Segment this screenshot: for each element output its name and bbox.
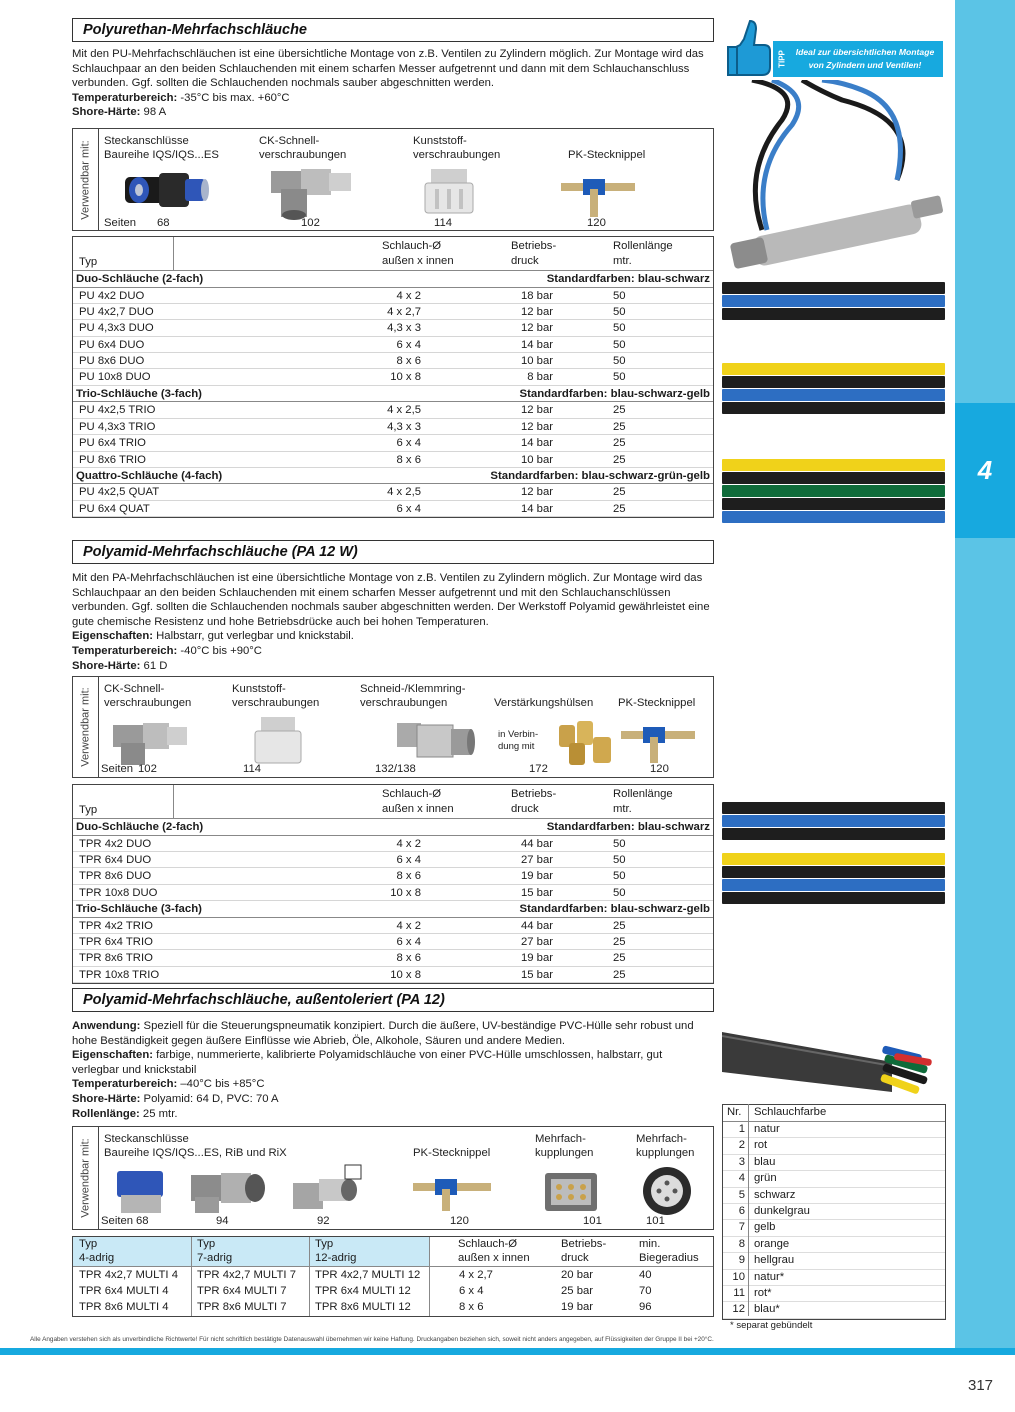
- pressure-cell: 20 bar: [561, 1269, 594, 1281]
- pressure-cell: 19 bar: [520, 870, 553, 883]
- diameter-cell: 6 x 4: [459, 1285, 484, 1298]
- type-4-cell: TPR 4x2,7 MULTI 4: [79, 1269, 178, 1281]
- roll-cell: 50: [613, 886, 626, 899]
- part-note: in Verbin- dung mit: [498, 729, 539, 752]
- part-label: PK-Stecknippel: [413, 1147, 491, 1159]
- roll-cell: 25: [613, 404, 626, 417]
- diameter-cell: 8 x 6: [459, 1301, 484, 1314]
- column-divider: [309, 1299, 310, 1315]
- group-name: Quattro-Schläuche (4-fach): [76, 469, 223, 482]
- pressure-cell: 12 bar: [520, 420, 553, 433]
- duo-tube-image: [722, 282, 945, 320]
- group-row: [73, 468, 713, 485]
- table-row[interactable]: [73, 1267, 713, 1283]
- type-cell: PU 8x6 TRIO: [79, 453, 146, 466]
- page-ref[interactable]: 68: [157, 217, 170, 229]
- ck-fitting-image[interactable]: [261, 165, 357, 221]
- color-name: dunkelgrau: [754, 1204, 810, 1217]
- table-pa: [72, 784, 714, 984]
- type-cell: PU 4,3x3 TRIO: [79, 420, 156, 433]
- compatible-parts-pa: [72, 676, 714, 778]
- part-label: CK-Schnell- verschraubungen: [259, 135, 347, 161]
- intro-pa: [72, 571, 712, 673]
- table-row[interactable]: [73, 1299, 713, 1315]
- intro-pa-text: Mit den PA-Mehrfachschläuchen ist eine übersichtliche Montage von z.B. Ventilen zu Zylindern möglich. Zur Montage wird das Schlauchpaar an den beiden Schlauchenden mit einem scharfen Messer aufgetrennt und mit den Schlauchanschlüssen verbunden. Ggf. sollten die Schlauchenden nochmals sauber abgeschnitten werden. Der Werkstoff Polyamid gewährleistet eine gute chemische Resistenz und hohe Betriebsdrücke auch bei hohen Temperaturen.: [72, 572, 710, 628]
- shore-pu: Shore-Härte: 98 A: [72, 106, 167, 119]
- roll-cell: 25: [613, 420, 626, 433]
- temp-range-pu: Temperaturbereich: -35°C bis max. +60°C: [72, 91, 290, 104]
- col-roll: Rollenlänge mtr.: [613, 788, 673, 815]
- diameter-cell: 6 x 4: [396, 437, 421, 450]
- page-ref[interactable]: 172: [529, 763, 548, 775]
- diameter-cell: 10 x 8: [390, 371, 421, 384]
- pk-nipple-image[interactable]: [559, 173, 639, 219]
- table-row[interactable]: [73, 484, 713, 500]
- multi-coupling-image[interactable]: [539, 1163, 603, 1221]
- type-cell: TPR 10x8 TRIO: [79, 968, 160, 981]
- pages-label: Seiten: [101, 1215, 134, 1227]
- color-number: 4: [738, 1172, 745, 1185]
- col-bend-radius: min. Biegeradius: [639, 1238, 699, 1264]
- pressure-cell: 15 bar: [520, 968, 553, 981]
- color-name: orange: [754, 1237, 790, 1250]
- column-divider: [309, 1267, 310, 1283]
- diameter-cell: 8 x 6: [396, 870, 421, 883]
- col-diameter: Schlauch-Ø außen x innen: [458, 1238, 530, 1264]
- color-name: rot: [754, 1139, 768, 1152]
- diameter-cell: 4 x 2,7: [387, 305, 421, 318]
- pages-label: Seiten: [104, 217, 137, 229]
- type-cell: PU 6x4 DUO: [79, 338, 145, 351]
- table-row[interactable]: [73, 836, 713, 852]
- type-cell: PU 4x2 DUO: [79, 289, 145, 302]
- color-row: [723, 1220, 945, 1236]
- page-ref[interactable]: 101: [583, 1215, 602, 1227]
- part-label: Steckanschlüsse Baureihe IQS/IQS...ES, RiB und RiX: [104, 1133, 287, 1159]
- type-cell: TPR 8x6 DUO: [79, 870, 152, 883]
- color-number: 10: [732, 1270, 745, 1283]
- ck-fitting-image[interactable]: [107, 717, 193, 767]
- table-pu: [72, 236, 714, 518]
- table-row[interactable]: [73, 435, 713, 451]
- color-row: [723, 1171, 945, 1187]
- push-in-fitting-image[interactable]: [109, 1167, 179, 1217]
- color-name: gelb: [754, 1221, 776, 1234]
- pages-label: Seiten: [101, 763, 134, 775]
- type-cell: PU 8x6 DUO: [79, 355, 145, 368]
- page-ref[interactable]: 114: [434, 217, 453, 229]
- page-ref[interactable]: 101: [646, 1215, 665, 1227]
- compatible-label: Verwendbar mit:: [73, 677, 99, 777]
- section-title-pu: Polyurethan-Mehrfachschläuche: [72, 18, 714, 42]
- diameter-cell: 4,3 x 3: [387, 420, 421, 433]
- column-divider: [429, 1237, 430, 1266]
- part-label: CK-Schnell- verschraubungen: [104, 683, 192, 709]
- pressure-cell: 25 bar: [561, 1285, 594, 1298]
- diameter-cell: 6 x 4: [396, 338, 421, 351]
- bend-radius-cell: 96: [639, 1301, 652, 1314]
- shore-pa: Shore-Härte: 61 D: [72, 659, 168, 672]
- tip-text: Ideal zur übersichtlichen Montage von Zylindern und Ventilen!: [773, 41, 943, 77]
- pressure-cell: 14 bar: [520, 437, 553, 450]
- type-7-cell: TPR 6x4 MULTI 7: [197, 1285, 287, 1298]
- color-row: [723, 1188, 945, 1204]
- pressure-cell: 19 bar: [520, 952, 553, 965]
- color-number: 3: [738, 1155, 745, 1168]
- type-cell: TPR 6x4 DUO: [79, 853, 152, 866]
- pressure-cell: 18 bar: [520, 289, 553, 302]
- group-row: [73, 271, 713, 288]
- col-diameter: Schlauch-Ø außen x innen: [382, 240, 454, 267]
- group-name: Duo-Schläuche (2-fach): [76, 821, 204, 833]
- col-pressure: Betriebs- druck: [561, 1238, 607, 1264]
- table-header: [73, 237, 713, 271]
- part-label: Steckanschlüsse Baureihe IQS/IQS...ES: [104, 135, 219, 161]
- color-table-divider: [748, 1104, 749, 1316]
- roll-cell: 25: [613, 502, 626, 515]
- table-row[interactable]: [73, 1283, 713, 1299]
- group-colors: Standardfarben: blau-schwarz-gelb: [519, 903, 710, 916]
- color-name: blau: [754, 1155, 776, 1168]
- table-row[interactable]: [73, 337, 713, 353]
- pressure-cell: 44 bar: [520, 919, 553, 932]
- group-row: [73, 901, 713, 918]
- roll-cell: 25: [613, 919, 626, 932]
- pressure-cell: 10 bar: [520, 453, 553, 466]
- color-number: 8: [738, 1237, 745, 1250]
- temp-range-pa: Temperaturbereich: -40°C bis +90°C: [72, 644, 262, 657]
- table-multi: [72, 1236, 714, 1317]
- table-row[interactable]: [73, 402, 713, 418]
- compatible-label: Verwendbar mit:: [73, 129, 99, 230]
- column-divider: [309, 1283, 310, 1299]
- type-12-cell: TPR 4x2,7 MULTI 12: [315, 1269, 421, 1281]
- color-table: [722, 1104, 946, 1320]
- color-name: rot*: [754, 1286, 772, 1299]
- table-row[interactable]: [73, 868, 713, 884]
- pressure-cell: 12 bar: [520, 305, 553, 318]
- table-row[interactable]: [73, 320, 713, 336]
- col-4-adrig: Typ 4-adrig: [79, 1238, 115, 1264]
- page-ref[interactable]: 102: [301, 217, 320, 229]
- pressure-cell: 15 bar: [520, 886, 553, 899]
- color-row: [723, 1302, 945, 1318]
- type-cell: TPR 4x2 DUO: [79, 837, 152, 850]
- diameter-cell: 4 x 2: [396, 919, 421, 932]
- trio-tube-image: [722, 363, 945, 414]
- type-cell: TPR 10x8 DUO: [79, 886, 158, 899]
- group-colors: Standardfarben: blau-schwarz: [546, 273, 710, 285]
- type-cell: PU 4x2,5 QUAT: [79, 486, 160, 499]
- roll-cell: 50: [613, 305, 626, 318]
- pressure-cell: 19 bar: [561, 1301, 594, 1314]
- disclaimer: Alle Angaben verstehen sich als unverbindliche Richtwerte! Für nicht schriftlich bestätigte Datenauswahl übernehmen wir keine Haftung. Druckangaben beziehen sich, soweit nicht anders angegeben, auf Flüssigkeiten der Gruppe II bei +20°C.: [30, 1336, 714, 1343]
- chapter-number: 4: [977, 455, 993, 485]
- color-name: natur*: [754, 1270, 785, 1283]
- intro-pu: [72, 47, 712, 120]
- diameter-cell: 6 x 4: [396, 502, 421, 515]
- color-row: [723, 1286, 945, 1302]
- color-number: 7: [738, 1221, 745, 1234]
- column-divider: [191, 1237, 192, 1266]
- table-row[interactable]: [73, 885, 713, 901]
- roll-cell: 25: [613, 935, 626, 948]
- plastic-fitting-image[interactable]: [245, 713, 315, 769]
- col-12-adrig: Typ 12-adrig: [315, 1238, 357, 1264]
- col-typ: Typ: [73, 237, 174, 270]
- page-ref[interactable]: 114: [243, 763, 262, 775]
- chapter-sidebar: [955, 0, 1015, 1348]
- quattro-tube-image: [722, 459, 945, 523]
- pa-duo-tube-image: [722, 802, 945, 840]
- table-row[interactable]: [73, 452, 713, 468]
- page-ref[interactable]: 68: [136, 1215, 149, 1227]
- roll-cell: 25: [613, 453, 626, 466]
- use-pa12: Anwendung: Speziell für die Steuerungspneumatik konzipiert. Durch die äußere, UV-beständige PVC-Hülle sehr robust und hohe Beständigkeit gegen äußere Einflüsse wie Abrieb, Öle, Alkohole, Säuren und andere Medien.: [72, 1020, 694, 1047]
- diameter-cell: 8 x 6: [396, 952, 421, 965]
- type-4-cell: TPR 6x4 MULTI 4: [79, 1285, 169, 1298]
- roll-cell: 25: [613, 437, 626, 450]
- properties-pa12: Eigenschaften: farbige, nummerierte, kalibrierte Polyamidschläuche von einer PVC-Hülle umschlossen, halbstarr, gut verlegbar und knickstabil: [72, 1049, 663, 1076]
- color-row: [723, 1237, 945, 1253]
- column-divider: [191, 1283, 192, 1299]
- color-row: [723, 1138, 945, 1154]
- intro-pu-text: Mit den PU-Mehrfachschläuchen ist eine übersichtliche Montage von z.B. Ventilen zu Zylindern möglich. Zur Montage wird das Schlauchpaar an den beiden Schlauchenden mit einem scharfen Messer aufgetrennt und dann mit dem Schlauchanschluss verbunden. Ggf. sollten die Schlauchenden nochmals sauber abgeschnitten werden.: [72, 48, 704, 90]
- diameter-cell: 8 x 6: [396, 453, 421, 466]
- part-label: Mehrfach- kupplungen: [535, 1133, 594, 1159]
- section-title-pa: Polyamid-Mehrfachschläuche (PA 12 W): [72, 540, 714, 564]
- page-ref[interactable]: 94: [216, 1215, 229, 1227]
- page-ref[interactable]: 120: [650, 763, 669, 775]
- push-in-fitting-image[interactable]: [119, 165, 215, 217]
- type-cell: PU 10x8 DUO: [79, 371, 151, 384]
- column-divider: [429, 1267, 430, 1283]
- pressure-cell: 12 bar: [520, 486, 553, 499]
- color-row: [723, 1155, 945, 1171]
- temp-range-pa12: Temperaturbereich: –40°C bis +85°C: [72, 1078, 265, 1091]
- roll-cell: 50: [613, 853, 626, 866]
- color-row: [723, 1270, 945, 1286]
- table-row[interactable]: [73, 419, 713, 435]
- group-name: Trio-Schläuche (3-fach): [76, 903, 202, 916]
- diameter-cell: 8 x 6: [396, 355, 421, 368]
- table-row[interactable]: [73, 353, 713, 369]
- color-number: 2: [738, 1139, 745, 1152]
- col-pressure: Betriebs- druck: [511, 240, 557, 267]
- page-number: 317: [968, 1377, 994, 1394]
- pressure-cell: 12 bar: [520, 322, 553, 335]
- roll-cell: 50: [613, 355, 626, 368]
- color-number: 12: [732, 1303, 745, 1316]
- col-7-adrig: Typ 7-adrig: [197, 1238, 233, 1264]
- type-cell: TPR 4x2 TRIO: [79, 919, 153, 932]
- column-divider: [429, 1299, 430, 1315]
- table-row[interactable]: [73, 950, 713, 966]
- color-number: 5: [738, 1188, 745, 1201]
- diameter-cell: 6 x 4: [396, 935, 421, 948]
- bend-radius-cell: 40: [639, 1269, 652, 1281]
- roll-cell: 25: [613, 968, 626, 981]
- plastic-fitting-image[interactable]: [413, 165, 493, 221]
- roll-cell: 50: [613, 338, 626, 351]
- bottom-rule: [0, 1348, 1015, 1355]
- diameter-cell: 4 x 2: [396, 289, 421, 302]
- table-header: [73, 785, 713, 819]
- bend-radius-cell: 70: [639, 1285, 652, 1298]
- tip-tag: TIPP: [777, 50, 787, 68]
- type-12-cell: TPR 6x4 MULTI 12: [315, 1285, 411, 1298]
- column-divider: [191, 1299, 192, 1315]
- color-table-header: Nr. Schlauchfarbe: [723, 1105, 945, 1122]
- rib-fitting-image[interactable]: [185, 1167, 269, 1217]
- compatible-parts-pu: [72, 128, 714, 231]
- table-header: [73, 1237, 713, 1267]
- color-row: [723, 1253, 945, 1269]
- separate-bundle-note: * separat gebündelt: [730, 1320, 813, 1331]
- pressure-cell: 14 bar: [520, 502, 553, 515]
- type-cell: TPR 8x6 TRIO: [79, 952, 153, 965]
- table-row[interactable]: [73, 918, 713, 934]
- page-ref[interactable]: 92: [317, 1215, 330, 1227]
- pressure-cell: 27 bar: [520, 935, 553, 948]
- type-7-cell: TPR 8x6 MULTI 7: [197, 1301, 287, 1314]
- diameter-cell: 4 x 2,5: [387, 486, 421, 499]
- group-colors: Standardfarben: blau-schwarz: [546, 821, 710, 833]
- thumbs-up-icon: [726, 17, 774, 79]
- color-number: 9: [738, 1254, 745, 1267]
- page-ref[interactable]: 132/138: [375, 763, 416, 775]
- diameter-cell: 10 x 8: [390, 886, 421, 899]
- sleeves-image[interactable]: [555, 717, 617, 769]
- compatible-label: Verwendbar mit:: [73, 1127, 99, 1229]
- multi-tube-bundle-photo: [722, 1022, 945, 1100]
- color-name: natur: [754, 1123, 780, 1135]
- shore-pa12: Shore-Härte: Polyamid: 64 D, PVC: 70 A: [72, 1092, 279, 1105]
- col-roll: Rollenlänge mtr.: [613, 240, 673, 267]
- column-divider: [309, 1237, 310, 1266]
- roll-cell: 25: [613, 952, 626, 965]
- roll-cell: 50: [613, 870, 626, 883]
- group-name: Trio-Schläuche (3-fach): [76, 387, 202, 400]
- type-12-cell: TPR 8x6 MULTI 12: [315, 1301, 411, 1314]
- column-divider: [429, 1283, 430, 1299]
- roll-length-pa12: Rollenlänge: 25 mtr.: [72, 1107, 178, 1120]
- part-label: PK-Stecknippel: [568, 149, 646, 161]
- color-name: hellgrau: [754, 1254, 795, 1267]
- pressure-cell: 14 bar: [520, 338, 553, 351]
- pressure-cell: 27 bar: [520, 853, 553, 866]
- page-ref[interactable]: 120: [450, 1215, 469, 1227]
- color-name: blau*: [754, 1303, 780, 1316]
- pressure-cell: 8 bar: [527, 371, 553, 384]
- group-name: Duo-Schläuche (2-fach): [76, 273, 204, 285]
- diameter-cell: 6 x 4: [396, 853, 421, 866]
- col-pressure: Betriebs- druck: [511, 788, 557, 815]
- type-cell: PU 6x4 QUAT: [79, 502, 150, 515]
- part-label: Kunststoff- verschraubungen: [232, 683, 320, 709]
- color-name: grün: [754, 1172, 777, 1185]
- col-typ: Typ: [73, 785, 174, 818]
- multi-coupling-round-image[interactable]: [637, 1163, 697, 1221]
- chapter-tab[interactable]: [955, 403, 1015, 538]
- table-row[interactable]: [73, 852, 713, 868]
- type-cell: PU 4x2,5 TRIO: [79, 404, 156, 417]
- diameter-cell: 4 x 2: [396, 837, 421, 850]
- table-row[interactable]: [73, 967, 713, 983]
- roll-cell: 25: [613, 486, 626, 499]
- group-row: [73, 819, 713, 836]
- group-colors: Standardfarben: blau-schwarz-grün-gelb: [490, 469, 710, 482]
- diameter-cell: 4 x 2,7: [459, 1269, 493, 1281]
- type-4-cell: TPR 8x6 MULTI 4: [79, 1301, 169, 1314]
- roll-cell: 50: [613, 322, 626, 335]
- pressure-cell: 12 bar: [520, 404, 553, 417]
- part-label: Mehrfach- kupplungen: [636, 1133, 695, 1159]
- page-ref[interactable]: 120: [587, 217, 606, 229]
- pressure-cell: 44 bar: [520, 837, 553, 850]
- diameter-cell: 4,3 x 3: [387, 322, 421, 335]
- roll-cell: 50: [613, 837, 626, 850]
- type-cell: TPR 6x4 TRIO: [79, 935, 153, 948]
- roll-cell: 50: [613, 289, 626, 302]
- type-cell: PU 4x2,7 DUO: [79, 305, 154, 318]
- table-row[interactable]: [73, 304, 713, 320]
- header-highlight: [73, 1237, 429, 1266]
- group-row: [73, 386, 713, 403]
- part-label: Verstärkungshülsen: [494, 697, 594, 709]
- tip-box: [720, 17, 945, 79]
- table-row[interactable]: [73, 369, 713, 385]
- pk-nipple-image[interactable]: [411, 1173, 495, 1213]
- table-row[interactable]: [73, 934, 713, 950]
- part-label: PK-Stecknippel: [618, 697, 696, 709]
- color-row: [723, 1204, 945, 1220]
- table-row[interactable]: [73, 288, 713, 304]
- type-7-cell: TPR 4x2,7 MULTI 7: [197, 1269, 296, 1281]
- type-cell: PU 6x4 TRIO: [79, 437, 146, 450]
- color-number: 1: [738, 1123, 745, 1135]
- pressure-cell: 10 bar: [520, 355, 553, 368]
- roll-cell: 50: [613, 371, 626, 384]
- rix-fitting-image[interactable]: [283, 1163, 363, 1219]
- part-label: Kunststoff- verschraubungen: [413, 135, 501, 161]
- section-title-pa12: Polyamid-Mehrfachschläuche, außentoleriert (PA 12): [72, 988, 714, 1012]
- column-divider: [191, 1267, 192, 1283]
- color-row: [723, 1122, 945, 1138]
- page-ref[interactable]: 102: [138, 763, 157, 775]
- diameter-cell: 4 x 2,5: [387, 404, 421, 417]
- part-label: Schneid-/Klemmring- verschraubungen: [360, 683, 466, 709]
- table-row[interactable]: [73, 501, 713, 517]
- color-name: schwarz: [754, 1188, 796, 1201]
- compatible-parts-pa12: [72, 1126, 714, 1230]
- group-colors: Standardfarben: blau-schwarz-gelb: [519, 387, 710, 400]
- pa-trio-tube-image: [722, 853, 945, 904]
- properties-pa: Eigenschaften: Halbstarr, gut verlegbar und knickstabil.: [72, 630, 354, 643]
- color-number: 6: [738, 1204, 745, 1217]
- color-number: 11: [733, 1286, 745, 1299]
- type-cell: PU 4,3x3 DUO: [79, 322, 154, 335]
- col-diameter: Schlauch-Ø außen x innen: [382, 788, 454, 815]
- intro-pa12: [72, 1019, 712, 1121]
- pk-nipple-image[interactable]: [619, 721, 699, 765]
- cylinder-photo: [722, 80, 945, 280]
- diameter-cell: 10 x 8: [390, 968, 421, 981]
